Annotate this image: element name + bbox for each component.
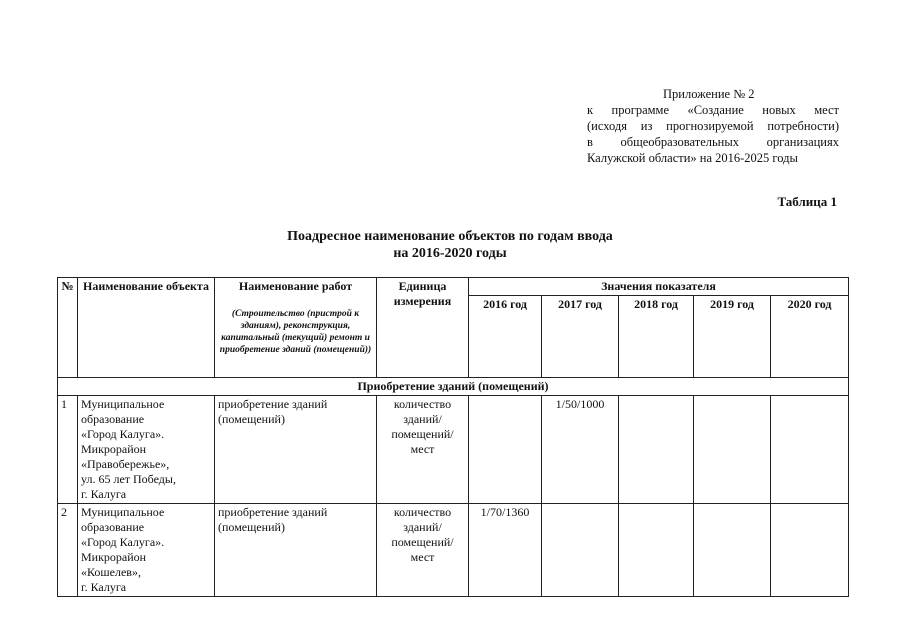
object-line: Микрорайон	[81, 442, 147, 456]
object-line: «Город Калуга».	[81, 427, 165, 441]
section-title: Приобретение зданий (помещений)	[58, 378, 849, 396]
header-year: 2019 год	[694, 296, 771, 378]
appendix-line: в общеобразовательных организациях	[587, 135, 839, 149]
row-num: 2	[58, 504, 78, 597]
object-line: образование	[81, 520, 145, 534]
value-2018	[619, 504, 694, 597]
unit-line: мест	[410, 550, 435, 564]
table-row	[58, 396, 849, 504]
header-work-label: Наименование работ	[238, 279, 353, 293]
object-line: Микрорайон	[81, 550, 147, 564]
row-work	[215, 396, 377, 504]
appendix-line: к программе «Создание новых мест	[587, 103, 839, 117]
row-unit	[377, 504, 469, 597]
unit-line: помещений/	[391, 535, 454, 549]
header-unit: Единица измерения	[377, 278, 469, 378]
object-line: «Кошелев»,	[81, 565, 141, 579]
value-2020	[771, 396, 849, 504]
object-line: Муниципальное	[81, 505, 165, 519]
value-2019	[694, 396, 771, 504]
header-year: 2016 год	[469, 296, 542, 378]
row-num: 1	[58, 396, 78, 504]
row-work	[215, 504, 377, 597]
row-object	[78, 396, 215, 504]
work-line: (помещений)	[218, 412, 285, 426]
object-line: «Правобережье»,	[81, 457, 170, 471]
table-label: Таблица 1	[777, 194, 837, 209]
header-year: 2017 год	[542, 296, 619, 378]
table-row	[58, 504, 849, 597]
title-line: Поадресное наименование объектов по годам ввода	[287, 229, 613, 244]
value-2016	[469, 396, 542, 504]
value-2017: 1/50/1000	[542, 396, 619, 504]
value-2018	[619, 396, 694, 504]
appendix-block	[587, 86, 839, 166]
header-work	[215, 278, 377, 378]
header-object: Наименование объекта	[78, 278, 215, 378]
document-title	[200, 228, 700, 262]
object-line: г. Калуга	[81, 580, 127, 594]
object-line: Муниципальное	[81, 397, 165, 411]
section-row	[58, 378, 849, 396]
work-line: (помещений)	[218, 520, 285, 534]
appendix-line: (исходя из прогнозируемой потребности)	[587, 119, 839, 133]
header-num: №	[58, 278, 78, 378]
objects-table	[57, 277, 849, 597]
object-line: образование	[81, 412, 145, 426]
appendix-line: Калужской области» на 2016-2025 годы	[587, 151, 798, 165]
header-year: 2018 год	[619, 296, 694, 378]
row-object	[78, 504, 215, 597]
unit-line: помещений/	[391, 427, 454, 441]
value-2020	[771, 504, 849, 597]
row-unit	[377, 396, 469, 504]
header-values: Значения показателя	[469, 278, 849, 296]
work-line: приобретение зданий	[218, 397, 328, 411]
value-2019	[694, 504, 771, 597]
header-year: 2020 год	[771, 296, 849, 378]
header-work-note: (Строительство (пристрой к зданиям), реконструкция, капитальный (текущий) ремонт и приобретение зданий (помещений))	[219, 309, 372, 355]
unit-line: количество	[393, 505, 452, 519]
object-line: ул. 65 лет Победы,	[81, 472, 176, 486]
unit-line: количество	[393, 397, 452, 411]
unit-line: зданий/	[403, 412, 442, 426]
object-line: «Город Калуга».	[81, 535, 165, 549]
appendix-line: Приложение № 2	[663, 87, 755, 101]
title-line: на 2016-2020 годы	[393, 246, 507, 261]
object-line: г. Калуга	[81, 487, 127, 501]
value-2016: 1/70/1360	[469, 504, 542, 597]
unit-line: зданий/	[403, 520, 442, 534]
work-line: приобретение зданий	[218, 505, 328, 519]
unit-line: мест	[410, 442, 435, 456]
value-2017	[542, 504, 619, 597]
